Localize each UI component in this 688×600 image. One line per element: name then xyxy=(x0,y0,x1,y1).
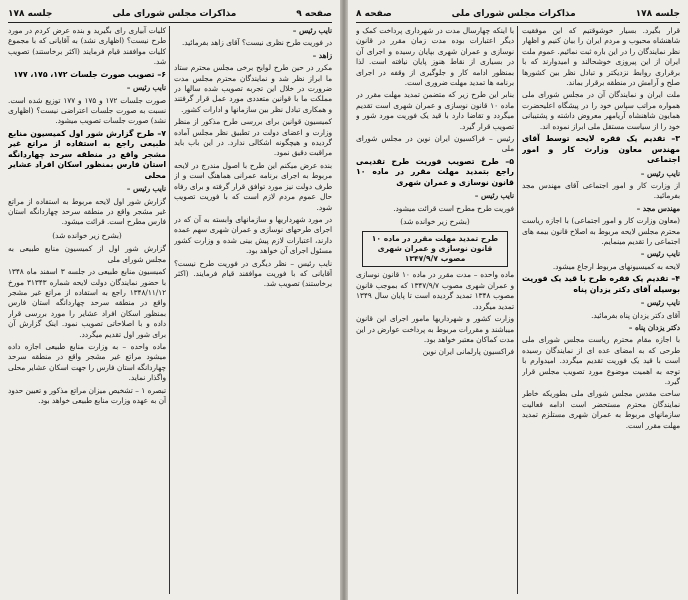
column-divider xyxy=(517,26,518,594)
paragraph: گزارش شور اول از کمیسیون منابع طبیعی به مجلس شورای ملی xyxy=(8,244,166,264)
paragraph: با اجازه مقام محترم ریاست مجلس شورای ملی طرحی که به امضای عده ای از نمایندگان رسیده است با قید یک فوریت تقدیم میگردد. امیدوارم با توجه به اهمیت موضوع مورد تصویب مجلس قرار گیرد. xyxy=(522,335,680,387)
paragraph: فراکسیون پارلمانی ایران نوین xyxy=(422,347,514,357)
paragraph: در مورد شهرداریها و سازمانهای وابسته به آن که در اجرای طرحهای نوسازی و عمران شهری سهم عمده دارند، اعتبارات لازم پیش بینی شده و وزارت کشور مسئول اجرای آن خواهد بود. xyxy=(174,214,332,256)
paragraph: وزارت کشور و شهرداریها مامور اجرای این قانون میباشند و مقررات مربوط به پرداخت عوارض در این مدت کماکان معتبر خواهد بود. xyxy=(356,314,514,344)
right-page-column-1 xyxy=(522,26,680,596)
bill-title-box: طرح تمدید مهلت مقرر در ماده ۱۰ قانون نوسازی و عمران شهری مصوب ۱۳۴۷/۹/۷ xyxy=(362,231,508,268)
speaker-name: نایب رئیس – xyxy=(292,26,332,35)
left-page-header xyxy=(8,6,332,23)
speaker-name: نایب رئیس – xyxy=(126,184,166,194)
paragraph: کلیات آبیاری رای بگیرید و بنده عرض کردم در مورد طرح نیست؟ (اظهاری نشد) به آقایانی که با مجموع کلیات موافقند قیام فرمایند (اکثر برخاستند) تصویب شد. xyxy=(8,26,166,67)
left-page-column-2 xyxy=(8,26,166,596)
speaker-name: نایب رئیس – xyxy=(474,191,514,201)
right-page-number: صفحه ۸ xyxy=(356,9,392,19)
speaker-name: نایب رئیس – xyxy=(640,249,680,259)
speaker-name: نایب رئیس – xyxy=(640,168,680,178)
left-page-number: صفحه ۹ xyxy=(296,9,332,19)
paragraph: فوریت طرح مطرح است قرائت میشود. xyxy=(393,203,514,213)
paragraph: مکرر در حین طرح لوایح برخی مجلس محترم ستاد ما ابراز نظر شد و نمایندگان محترم مجلس مدت ضرورت در خلال این تجربه تصویب شده سالها در مملکت ما با قوانین متعددی مورد عمل قرار گرفتند و همکاری تبادل نظر بین سازمانها و ادارات کشور. xyxy=(174,63,332,114)
paragraph: بنده عرض میکنم این طرح با اصول مندرج در لایحه مربوط به اجرای برنامه عمرانی هماهنگ است و از طرف دولت نیز مورد توافق قرار گرفته و برای رفاه حال عموم مردم لازم است که با فوریت تصویب شود. xyxy=(174,160,332,212)
stage-note: (بشرح زیر خوانده شد) xyxy=(52,230,122,240)
paragraph: کمیسیون منابع طبیعی در جلسه ۳ اسفند ماه ۱۳۴۸ با حضور نمایندگان دولت لایحه شماره ۳۱۳۴۳ مورخ ۱۳۴۸/۱۱/۱۲ راجع به استفاده از مراتع غیر مشجر واقع در منطقه سرحد چهاردانگه استان فارس بمنظور اسکان افراد عشایر را مورد بررسی قرار داده و با اصلاحاتی تصویب نمود. اینک گزارش آن برای شور اول تقدیم میگردد. xyxy=(8,267,166,339)
paragraph: ماده واحده – مدت مقرر در ماده ۱۰ قانون نوسازی و عمران شهری مصوب ۱۳۴۷/۹/۷ که بموجب قانون مصوب ۱۳۴۸ تمدید گردیده است تا پایان سال ۱۳۴۹ تمدید میگردد. xyxy=(356,270,514,311)
paragraph: ساحت مقدس مجلس شورای ملی بطوریکه خاطر نمایندگان محترم مستحضر است ادامه فعالیت سازمانهای مربوط به عمران شهری مستلزم تمدید مهلت مقرر است. xyxy=(522,389,680,430)
paragraph: نایب رئیس – نظر دیگری در فوریت طرح نیست؟ آقایانی که با فوریت موافقند قیام فرمایند. (اکثر برخاستند) تصویب شد. xyxy=(174,258,332,289)
right-page xyxy=(348,0,688,600)
paragraph: تبصره ۱ – تشخیص میزان مراتع مذکور و تعیین حدود آن به عهده وزارت منابع طبیعی خواهد بود. xyxy=(8,385,166,405)
column-divider xyxy=(169,26,170,594)
right-page-column-2 xyxy=(356,26,514,596)
paragraph: ملت ایران و نمایندگان آن در مجلس شورای ملی همواره مراتب سپاس خود را در پیشگاه اعلیحضرت همایون شاهنشاه آریامهر معروض داشته و پشتیبانی خود را از سیاست مستقل ملی ابراز نموده اند. xyxy=(522,90,680,131)
paragraph: لایحه به کمیسیونهای مربوط ارجاع میشود. xyxy=(552,261,680,271)
section-heading: ۶– تصویب صورت جلسات ۱۷۲، ۱۷۵، ۱۷۷ xyxy=(13,69,166,79)
paragraph: قرار بگیرد. بسیار خوشوقتیم که این موفقیت شاهنشاه محبوب و مردم ایران را بیان کنیم و اظهار نظر نمایندگان را در این باره ثبت نمائیم. عموم ملت ایران از این پیروزی خوشحالند و امیدوارند که با برقراری روابط نزدیکتر و تبادل نظر بین کشورها صلح و آرامش در منطقه برقرار بماند. xyxy=(522,26,680,88)
paragraph: آقای دکتر یزدان پناه بفرمائید. xyxy=(591,310,680,320)
paragraph: ماده واحده – به وزارت منابع طبیعی اجازه داده میشود مراتع غیر مشجر واقع در منطقه سرحد چهاردانگه استان فارس را جهت اسکان عشایر محلی واگذار نماید. xyxy=(8,341,166,383)
right-page-header xyxy=(356,6,680,23)
paragraph: صورت جلسات ۱۷۲ و ۱۷۵ و ۱۷۷ توزیع شده است. نسبت به صورت جلسات اعتراضی نیست؟ (اظهاری نشد) صورت جلسات تصویب میشود. xyxy=(8,95,166,126)
section-heading: ۳– تقدیم یک فقره لایحه توسط آقای مهندس معاون وزارت کار و امور اجتماعی xyxy=(522,134,680,165)
left-page xyxy=(0,0,340,600)
left-page-title: مذاکرات مجلس شورای ملی xyxy=(112,9,237,19)
section-heading: ۴– تقدیم یک فقره طرح با قید یک فوریت بوسیله آقای دکتر یزدان پناه xyxy=(522,274,680,294)
right-page-title: مذاکرات مجلس شورای ملی xyxy=(451,9,576,19)
paragraph: با اینکه چهارسال مدت در شهرداری پرداخت کمک و دیگر اعتبارات بوده مدت زمان مقرر در قانون نوسازی و عمران شهری بپایان رسیده و اجرای آن در بسیاری از نقاط هنوز پایان نیافته است. لذا بمنظور ادامه کار و جلوگیری از وقفه در اجرای برنامه ها تمدید مهلت ضروری است. xyxy=(356,26,514,88)
paragraph: گزارش شور اول لایحه مربوط به استفاده از مراتع غیر مشجر واقع در منطقه سرحد چهاردانگه استان فارس مطرح است. قرائت میشود. xyxy=(8,196,166,227)
paragraph: (معاون وزارت کار و امور اجتماعی) با اجازه ریاست محترم مجلس لایحه مربوط به اصلاح قانون بیمه های اجتماعی را تقدیم مینمایم. xyxy=(522,216,680,246)
speaker-name: نایب رئیس – xyxy=(126,83,166,93)
paragraph: کمیسیون قوانین برای بررسی طرح مذکور از منظر وزارت و اعضای دولت در تطبیق نظر مجلس آماده گردیده و هیچگونه اشکالی ندارد. در این باب باید مراقبت دقیق نمود. xyxy=(174,117,332,158)
paragraph: بنابر این طرح زیر که متضمن تمدید مهلت مقرر در ماده ۱۰ قانون نوسازی و عمران شهری است تقدیم میگردد و تقاضا دارد با قید یک فوریت مورد شور و تصویب قرار گیرد. xyxy=(356,90,514,131)
speaker-name: نایب رئیس – xyxy=(640,298,680,308)
paragraph: در فوریت طرح نظری نیست؟ آقای زاهد بفرمائید. xyxy=(181,38,332,48)
paragraph: رئیس – فراکسیون ایران نوین در مجلس شورای ملی xyxy=(356,134,514,154)
speaker-name: مهندس مجد – xyxy=(636,203,680,213)
left-page-session: جلسه ۱۷۸ xyxy=(8,9,53,19)
left-page-column-1 xyxy=(174,26,332,596)
section-heading: ۷– طرح گزارش شور اول کمیسیون منابع طبیعی راجع به استفاده از مراتع غیر مشجر واقع در منطقه سرحد چهاردانگه استان فارس بمنظور اسکان افراد عشایر محلی xyxy=(8,128,166,180)
section-heading: ۵– طرح تصویب فوریت طرح تقدیمی راجع بتمدید مهلت مقرر در ماده ۱۰ قانون نوسازی و عمران شهری xyxy=(356,156,514,187)
speaker-name: زاهد – xyxy=(312,50,332,60)
book-gutter xyxy=(340,0,348,600)
speaker-name: دکتر یزدان پناه – xyxy=(628,323,680,333)
stage-note: (بشرح زیر خوانده شد) xyxy=(400,217,470,227)
right-page-session: جلسه ۱۷۸ xyxy=(635,9,680,19)
paragraph: از وزارت کار و امور اجتماعی آقای مهندس مجد بفرمائید. xyxy=(522,180,680,201)
